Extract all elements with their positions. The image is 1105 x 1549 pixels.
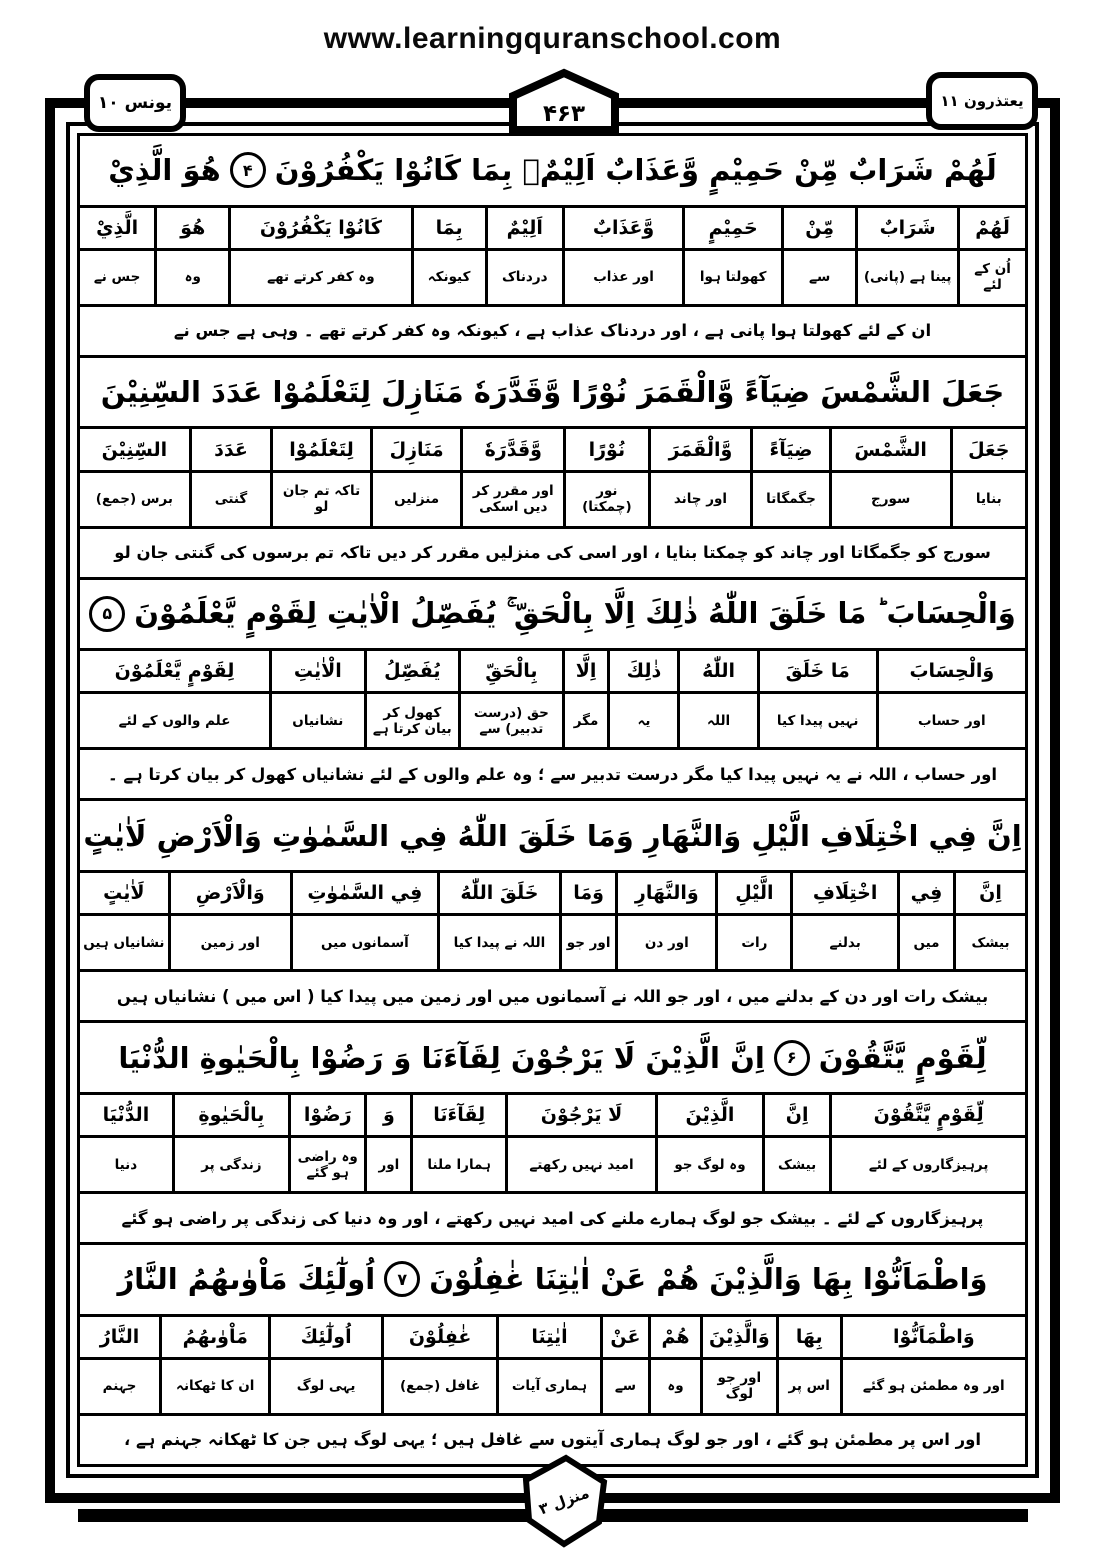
word-cell (411, 208, 485, 304)
arabic-word: رَضُوْا (291, 1095, 364, 1138)
word-cell (381, 1317, 496, 1413)
arabic-word: الَّيْلِ (718, 873, 790, 916)
word-cell (750, 429, 829, 525)
urdu-meaning: سورج (871, 491, 911, 508)
urdu-meaning: زندگی پر (201, 1156, 262, 1173)
arabic-word: ضِيَآءً (753, 429, 829, 472)
urdu-meaning: میں (913, 934, 940, 951)
word-cell (790, 873, 896, 969)
arabic-word: اِنَّ (956, 873, 1025, 916)
word-cell (364, 1095, 410, 1191)
arabic-word: اللّٰهُ (680, 651, 756, 694)
urdu-meaning: بدلنے (829, 934, 861, 951)
urdu-translation: بیشک رات اور دن کے بدلنے میں ، اور جو اللہ نے آسمانوں میں اور زمین میں پیدا کیا ( اس میں ) نشانیاں ہیں (77, 969, 1028, 1023)
arabic-word: هُوَ (157, 208, 228, 251)
urdu-meaning: جہنم (102, 1378, 137, 1395)
word-cell (615, 873, 715, 969)
arabic-word: وَّعَذَابٌ (565, 208, 682, 251)
word-table (77, 1314, 1028, 1416)
urdu-translation: اور اس پر مطمئن ہو گئے ، اور جو لوگ ہماری آیتوں سے غافل ہیں ؛ یہی لوگ ہیں جن کا ٹھکانہ جہنم ہے ، (77, 1413, 1028, 1467)
urdu-meaning: اور وہ مطمئن ہو گئے (862, 1378, 1005, 1395)
juz-cartouche (926, 72, 1038, 130)
arabic-word: السِّنِيْنَ (80, 429, 189, 472)
arabic-word: لِّقَوْمٍ يَّتَّقُوْنَ (832, 1095, 1025, 1138)
word-cell (715, 873, 790, 969)
word-cell (168, 873, 290, 969)
word-cell (563, 429, 648, 525)
urdu-meaning: رات (741, 934, 768, 951)
urdu-translation: ان کے لئے کھولتا ہوا پانی ہے ، اور دردناک عذاب ہے ، کیونکہ وہ کفر کرتے تھے ۔ وہی ہے جس نے (77, 304, 1028, 358)
urdu-meaning: منزلیں (394, 491, 440, 508)
arabic-word: بِمَا (414, 208, 485, 251)
arabic-word: لِتَعْلَمُوْا (273, 429, 370, 472)
section-5 (77, 1020, 1028, 1245)
section-2 (77, 355, 1028, 580)
word-table (77, 648, 1028, 750)
inner-border-frame (66, 122, 1039, 1478)
arabic-word: كَانُوْا يَكْفُرُوْنَ (231, 208, 410, 251)
word-cell (655, 1095, 762, 1191)
arabic-word: لِقَوْمٍ يَّعْلَمُوْنَ (80, 651, 269, 694)
verse-text: لَهُمْ شَرَابٌ مِّنْ حَمِيْمٍ وَّعَذَابٌ اَلِيْمٌۢ بِمَا كَانُوْا يَكْفُرُوْنَ (274, 153, 997, 188)
word-cell (600, 1317, 649, 1413)
urdu-meaning: جگمگاتا (766, 491, 816, 508)
arabic-word: وَالْحِسَابَ (879, 651, 1025, 694)
word-cell (80, 873, 168, 969)
urdu-meaning: ان کا ٹھکانہ (176, 1378, 255, 1395)
section-3 (77, 577, 1028, 802)
urdu-meaning: یہ (637, 712, 651, 729)
arabic-word: لَهُمْ (960, 208, 1025, 251)
urdu-meaning: وہ کفر کرتے تھے (267, 269, 375, 286)
word-cell (762, 1095, 829, 1191)
urdu-meaning: نہیں پیدا کیا (776, 712, 859, 729)
urdu-meaning: حق (درست تدبیر) سے (473, 704, 549, 737)
word-cell (840, 1317, 1025, 1413)
word-cell (80, 651, 269, 747)
word-cell (269, 651, 363, 747)
word-table (77, 870, 1028, 972)
word-cell (172, 1095, 288, 1191)
word-cell (80, 208, 154, 304)
arabic-word: غٰفِلُوْنَ (384, 1317, 496, 1360)
word-cell (607, 651, 677, 747)
word-cell (897, 873, 953, 969)
urdu-translation: سورج کو جگمگاتا اور چاند کو چمکتا بنایا ، اور اسی کی منزلیں مقرر کر دیں تاکہ تم برسوں کی گنتی جان لو (77, 526, 1028, 580)
urdu-meaning: نشانیاں ہیں (83, 934, 165, 951)
urdu-meaning: اور (378, 1156, 400, 1173)
word-cell (228, 208, 410, 304)
arabic-word: حَمِيْمٍ (685, 208, 781, 251)
arabic-word: وَالَّذِيْنَ (703, 1317, 776, 1360)
arabic-word: نُوْرًا (566, 429, 648, 472)
ayah-number: ۴ (230, 152, 266, 188)
verse-text: هُوَ الَّذِيْ (108, 153, 221, 188)
word-cell (682, 208, 781, 304)
word-cell (700, 1317, 776, 1413)
arabic-word: فِي السَّمٰوٰتِ (293, 873, 437, 916)
urdu-meaning: اُن کے لئے (974, 261, 1011, 294)
verse-line (77, 1020, 1028, 1095)
urdu-meaning: مگر (573, 712, 599, 729)
arabic-word: عَنْ (603, 1317, 649, 1360)
arabic-word: لَاٰيٰتٍ (80, 873, 168, 916)
arabic-word: وَالنَّهَارِ (618, 873, 715, 916)
word-cell (648, 429, 751, 525)
urdu-meaning: اور عذاب (593, 269, 654, 286)
word-cell (80, 1095, 172, 1191)
arabic-word: اٰيٰتِنَا (499, 1317, 599, 1360)
section-4 (77, 798, 1028, 1023)
verse-text: اِنَّ الَّذِيْنَ لَا يَرْجُوْنَ لِقَآءَنَا وَ رَضُوْا بِالْحَيٰوةِ الدُّنْيَا (118, 1040, 765, 1075)
urdu-meaning: نشانیاں (292, 712, 344, 729)
arabic-word: اِلَّا (565, 651, 608, 694)
urdu-meaning: سے (614, 1378, 637, 1395)
urdu-meaning: علم والوں کے لئے (118, 712, 231, 729)
page-number-cartouche (505, 68, 623, 136)
arabic-word: وَّالْقَمَرَ (651, 429, 751, 472)
urdu-meaning: بیشک (971, 934, 1010, 951)
word-cell (80, 429, 189, 525)
arabic-word: بِالْحَيٰوةِ (175, 1095, 288, 1138)
verse-text: اِنَّ فِي اخْتِلَافِ الَّيْلِ وَالنَّهَارِ وَمَا خَلَقَ اللّٰهُ فِي السَّمٰوٰتِ وَالْاَرْضِ لَاٰيٰتٍ (83, 818, 1022, 853)
arabic-word: الْاٰيٰتِ (272, 651, 363, 694)
arabic-word: وَّقَدَّرَهٗ (463, 429, 563, 472)
urdu-meaning: وہ لوگ جو (674, 1156, 746, 1173)
urdu-translation: پرہیزگاروں کے لئے ۔ بیشک جو لوگ ہمارے ملنے کی امید نہیں رکھتے ، اور وہ دنیا کی زندگی پر راضی ہو گئے (77, 1191, 1028, 1245)
urdu-meaning: پرہیزگاروں کے لئے (868, 1156, 989, 1173)
word-cell (829, 429, 950, 525)
arabic-word: مِّنْ (784, 208, 855, 251)
urdu-meaning: اور دن (644, 934, 689, 951)
word-cell (950, 429, 1025, 525)
arabic-word: اَلِيْمٌ (488, 208, 562, 251)
arabic-word: مَاْوٰىهُمُ (162, 1317, 268, 1360)
word-cell (562, 651, 608, 747)
urdu-meaning: برس (جمع) (95, 491, 173, 508)
juz-label: یعتذرون ۱۱ (940, 92, 1024, 110)
word-table (77, 426, 1028, 528)
verse-text: وَالْحِسَابَ ؕ مَا خَلَقَ اللّٰهُ ذٰلِكَ اِلَّا بِالْحَقِّ ۚ يُفَصِّلُ الْاٰيٰتِ لِقَوْمٍ يَّعْلَمُوْنَ (134, 596, 1016, 631)
arabic-word: اِنَّ (765, 1095, 829, 1138)
arabic-word: ذٰلِكَ (610, 651, 677, 694)
word-cell (855, 208, 957, 304)
arabic-word: لَا يَرْجُوْنَ (508, 1095, 655, 1138)
word-cell (189, 429, 271, 525)
word-cell (781, 208, 855, 304)
verse-line (77, 577, 1028, 652)
page-content (77, 133, 1028, 1467)
arabic-word: بِالْحَقِّ (461, 651, 562, 694)
word-cell (290, 873, 437, 969)
surah-label: یونس ۱۰ (97, 93, 173, 113)
site-url: www.learningquranschool.com (323, 22, 782, 55)
word-cell (876, 651, 1025, 747)
verse-text: وَاطْمَاَنُّوْا بِهَا وَالَّذِيْنَ هُمْ عَنْ اٰيٰتِنَا غٰفِلُوْنَ (429, 1262, 988, 1297)
arabic-word: الشَّمْسَ (832, 429, 950, 472)
arabic-word: الدُّنْيَا (80, 1095, 172, 1138)
arabic-word: فِي (900, 873, 953, 916)
manzil-cartouche (520, 1454, 608, 1548)
arabic-word: وَمَا (562, 873, 615, 916)
word-cell (496, 1317, 599, 1413)
word-cell (460, 429, 563, 525)
urdu-meaning: گنتی (214, 491, 248, 508)
arabic-word: وَالْاَرْضِ (171, 873, 290, 916)
urdu-meaning: پینا ہے (پانی) (863, 269, 952, 286)
word-cell (80, 1317, 159, 1413)
urdu-meaning: اور مقرر کر دیں اسکی (472, 483, 554, 516)
arabic-word: وَ (367, 1095, 410, 1138)
urdu-meaning: نور (چمکتا) (582, 483, 632, 516)
urdu-meaning: یہی لوگ (296, 1378, 356, 1395)
word-cell (268, 1317, 380, 1413)
word-cell (159, 1317, 268, 1413)
arabic-word: عَدَدَ (192, 429, 271, 472)
urdu-meaning: دنیا (114, 1156, 138, 1173)
word-cell (370, 429, 461, 525)
word-cell (776, 1317, 840, 1413)
verse-text: لِّقَوْمٍ يَّتَّقُوْنَ (818, 1040, 987, 1075)
urdu-meaning: اور جو لوگ (717, 1370, 762, 1403)
arabic-word: شَرَابٌ (858, 208, 957, 251)
urdu-meaning: غافل (جمع) (399, 1378, 481, 1395)
arabic-word: يُفَصِّلُ (367, 651, 458, 694)
arabic-word: النَّارُ (80, 1317, 159, 1360)
verse-line (77, 355, 1028, 430)
arabic-word: لِقَآءَنَا (413, 1095, 505, 1138)
urdu-meaning: تاکہ تم جان لو (282, 483, 361, 516)
urdu-meaning: وہ راضی ہو گئے (297, 1148, 358, 1181)
ayah-number: ۶ (774, 1040, 810, 1076)
word-cell (410, 1095, 505, 1191)
word-cell (437, 873, 559, 969)
word-cell (829, 1095, 1025, 1191)
manzil-label: منزل ۳ (536, 1483, 592, 1519)
urdu-meaning: ہمارا ملنا (427, 1156, 491, 1173)
urdu-meaning: ہماری آیات (511, 1378, 588, 1395)
word-cell (270, 429, 370, 525)
word-cell (458, 651, 562, 747)
surah-cartouche (84, 74, 186, 132)
urdu-meaning: اس پر (788, 1378, 830, 1395)
word-cell (953, 873, 1025, 969)
arabic-word: خَلَقَ اللّٰهُ (440, 873, 559, 916)
urdu-meaning: اللہ نے پیدا کیا (453, 934, 546, 951)
word-cell (559, 873, 615, 969)
urdu-translation: اور حساب ، اللہ نے یہ نہیں پیدا کیا مگر درست تدبیر سے ؛ وہ علم والوں کے لئے نشانیاں کھول کر بیان کرتا ہے ۔ (77, 747, 1028, 801)
section-6 (77, 1242, 1028, 1467)
urdu-meaning: اور جو (566, 934, 611, 951)
arabic-word: الَّذِيْ (80, 208, 154, 251)
arabic-word: هُمْ (651, 1317, 700, 1360)
urdu-meaning: وہ (184, 269, 201, 286)
urdu-meaning: اور حساب (918, 712, 986, 729)
ayah-number: ۷ (384, 1261, 420, 1297)
word-table (77, 1092, 1028, 1194)
urdu-meaning: اللہ (707, 712, 731, 729)
ayah-number: ۵ (89, 596, 125, 632)
arabic-word: اُولٰٓئِكَ (271, 1317, 380, 1360)
word-cell (154, 208, 228, 304)
urdu-meaning: اور چاند (673, 491, 728, 508)
arabic-word: مَا خَلَقَ (760, 651, 876, 694)
urdu-meaning: آسمانوں میں (320, 934, 409, 951)
word-cell (364, 651, 458, 747)
urdu-meaning: اور زمین (200, 934, 260, 951)
arabic-word: الَّذِيْنَ (658, 1095, 762, 1138)
arabic-word: اخْتِلَافِ (793, 873, 896, 916)
word-cell (957, 208, 1025, 304)
arabic-word: بِهَا (779, 1317, 840, 1360)
urdu-meaning: کھول کر بیان کرتا ہے (372, 704, 452, 737)
verse-line (77, 1242, 1028, 1317)
arabic-word: مَنَازِلَ (373, 429, 461, 472)
word-cell (505, 1095, 655, 1191)
word-cell (648, 1317, 700, 1413)
urdu-meaning: جس نے (93, 269, 141, 286)
page-number: ۴۶۳ (542, 101, 586, 127)
urdu-meaning: بنایا (975, 491, 1002, 508)
word-cell (757, 651, 876, 747)
word-cell (485, 208, 562, 304)
verse-line (77, 798, 1028, 873)
word-table (77, 205, 1028, 307)
arabic-word: وَاطْمَاَنُّوْا (843, 1317, 1025, 1360)
urdu-meaning: دردناک (501, 269, 548, 286)
section-1 (77, 133, 1028, 358)
urdu-meaning: سے (809, 269, 831, 286)
word-cell (288, 1095, 364, 1191)
word-cell (562, 208, 682, 304)
urdu-meaning: کیونکہ (427, 269, 471, 286)
verse-text: جَعَلَ الشَّمْسَ ضِيَآءً وَّالْقَمَرَ نُوْرًا وَّقَدَّرَهٗ مَنَازِلَ لِتَعْلَمُوْا عَدَدَ السِّنِيْنَ (100, 375, 1005, 410)
arabic-word: جَعَلَ (953, 429, 1025, 472)
verse-text: اُولٰٓئِكَ مَاْوٰىهُمُ النَّارُ (117, 1262, 376, 1297)
word-cell (677, 651, 756, 747)
urdu-meaning: امید نہیں رکھتے (529, 1156, 634, 1173)
urdu-meaning: بیشک (778, 1156, 817, 1173)
urdu-meaning: وہ (667, 1378, 684, 1395)
urdu-meaning: کھولتا ہوا (699, 269, 767, 286)
